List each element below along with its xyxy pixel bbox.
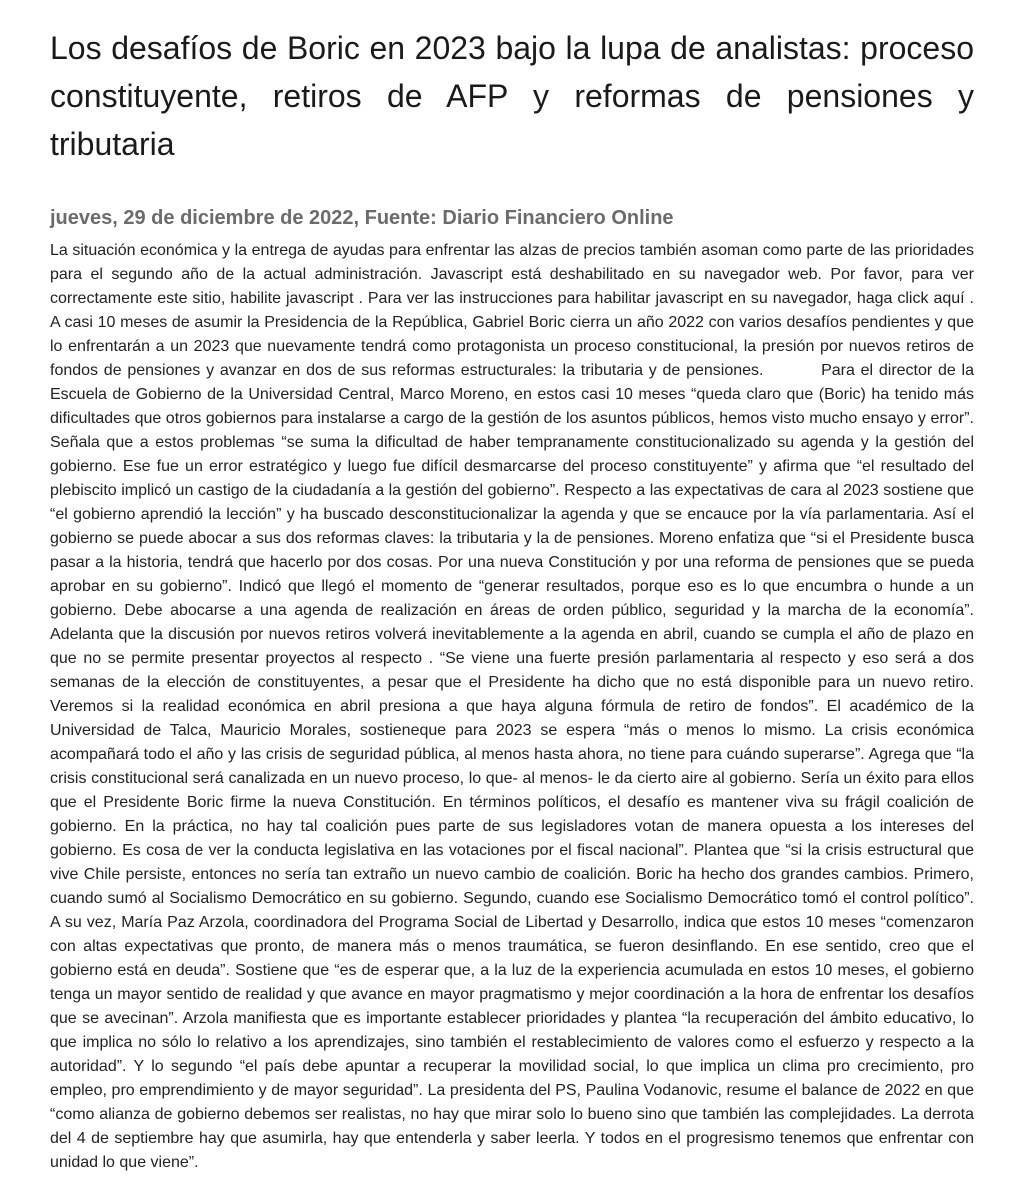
article-title: Los desafíos de Boric en 2023 bajo la lupa de analistas: proceso constituyente, retiros de AFP y reformas de pensiones y tributaria bbox=[50, 30, 974, 162]
article-date-source: jueves, 29 de diciembre de 2022, Fuente: Diario Financiero Online bbox=[50, 207, 674, 229]
article-body: La situación económica y la entrega de ayudas para enfrentar las alzas de precios también asoman como parte de las prioridades para el segundo año de la actual administración. Javascript está deshabilitado en su navegador web. Por favor, para ver correctamente este sitio, habilite javascript . Para ver las instrucciones para habilitar javascript en su navegador, haga click aquí . A casi 10 meses de asumir la Presidencia de la República, Gabriel Boric cierra un año 2022 con varios desafíos pendientes y que lo enfrentarán a un 2023 que nuevamente tendrá como protagonista un proceso constitucional, la presión por nuevos retiros de fondos de pensiones y avanzar en dos de sus reformas estructurales: la tributaria y de pensiones. Para el director de la Escuela de Gobierno de la Universidad Central, Marco Moreno, en estos casi 10 meses “queda claro que (Boric) ha tenido más dificultades que otros gobiernos para instalarse a cargo de la gestión de los asuntos públicos, hemos visto mucho ensayo y error”. Señala que a estos problemas “se suma la dificultad de haber tempranamente constitucionalizado su agenda y la gestión del gobierno. Ese fue un error estratégico y luego fue difícil desmarcarse del proceso constituyente” y afirma que “el resultado del plebiscito implicó un castigo de la ciudadanía a la gestión del gobierno”. Respecto a las expectativas de cara al 2023 sostiene que “el gobierno aprendió la lección” y ha buscado desconstitucionalizar la agenda y que se encauce por la vía parlamentaria. Así el gobierno se puede abocar a sus dos reformas claves: la tributaria y la de pensiones. Moreno enfatiza que “si el Presidente busca pasar a la historia, tendrá que hacerlo por dos cosas. Por una nueva Constitución y por una reforma de pensiones que se pueda aprobar en su gobierno”. Indicó que llegó el momento de “generar resultados, porque eso es lo que encumbra o hunde a un gobierno. Debe abocarse a una agenda de realización en áreas de orden público, seguridad y la marcha de la economía”. Adelanta que la discusión por nuevos retiros volverá inevitablemente a la agenda en abril, cuando se cumpla el año de plazo en que no se permite presentar proyectos al respecto . “Se viene una fuerte presión parlamentaria al respecto y eso será a dos semanas de la elección de constituyentes, a pesar que el Presidente ha dicho que no está disponible para un nuevo retiro. Veremos si la realidad económica en abril presiona a que haya alguna fórmula de retiro de fondos”. El académico de la Universidad de Talca, Mauricio Morales, sostieneque para 2023 se espera “más o menos lo mismo. La crisis económica acompañará todo el año y las crisis de seguridad pública, al menos hasta ahora, no tiene para cuándo superarse”. Agrega que “la crisis constitucional será canalizada en un nuevo proceso, lo que- al menos- le da cierto aire al gobierno. Sería un éxito para ellos que el Presidente Boric firme la nueva Constitución. En términos políticos, el desafío es mantener viva su frágil coalición de gobierno. En la práctica, no hay tal coalición pues parte de sus legisladores votan de manera opuesta a los intereses del gobierno. Es cosa de ver la conducta legislativa en las votaciones por el fiscal nacional”. Plantea que “si la crisis estructural que vive Chile persiste, entonces no sería tan extraño un nuevo cambio de coalición. Boric ha hecho dos grandes cambios. Primero, cuando sumó al Socialismo Democrático en su gobierno. Segundo, cuando ese Socialismo Democrático tomó el control político”. A su vez, María Paz Arzola, coordinadora del Programa Social de Libertad y Desarrollo, indica que estos 10 meses “comenzaron con altas expectativas que pronto, de manera más o menos traumática, se fueron desinflando. En ese sentido, creo que el gobierno está en deuda”. Sostiene que “es de esperar que, a la luz de la experiencia acumulada en estos 10 meses, el gobierno tenga un mayor sentido de realidad y que avance en mayor pragmatismo y mejor coordinación a la hora de enfrentar los desafíos que se avecinan”. Arzola manifiesta que es importante establecer prioridades y plantea “la recuperación del ámbito educativo, lo que implica no sólo lo relativo a los aprendizajes, sino también el restablecimiento de valores como el esfuerzo y respecto a la autoridad”. Y lo segundo “el país debe apuntar a recuperar la movilidad social, lo que implica un clima pro crecimiento, pro empleo, pro emprendimiento y de mayor seguridad”. La presidenta del PS, Paulina Vodanovic, resume el balance de 2022 en que “como alianza de gobierno debemos ser realistas, no hay que mirar solo lo bueno sino que también las complejidades. La derrota del 4 de septiembre hay que asumirla, hay que entenderla y saber leerla. Y todos en el progresismo tenemos que enfrentar con unidad lo que viene”. bbox=[50, 242, 979, 1171]
news-article bbox=[50, 24, 979, 1175]
